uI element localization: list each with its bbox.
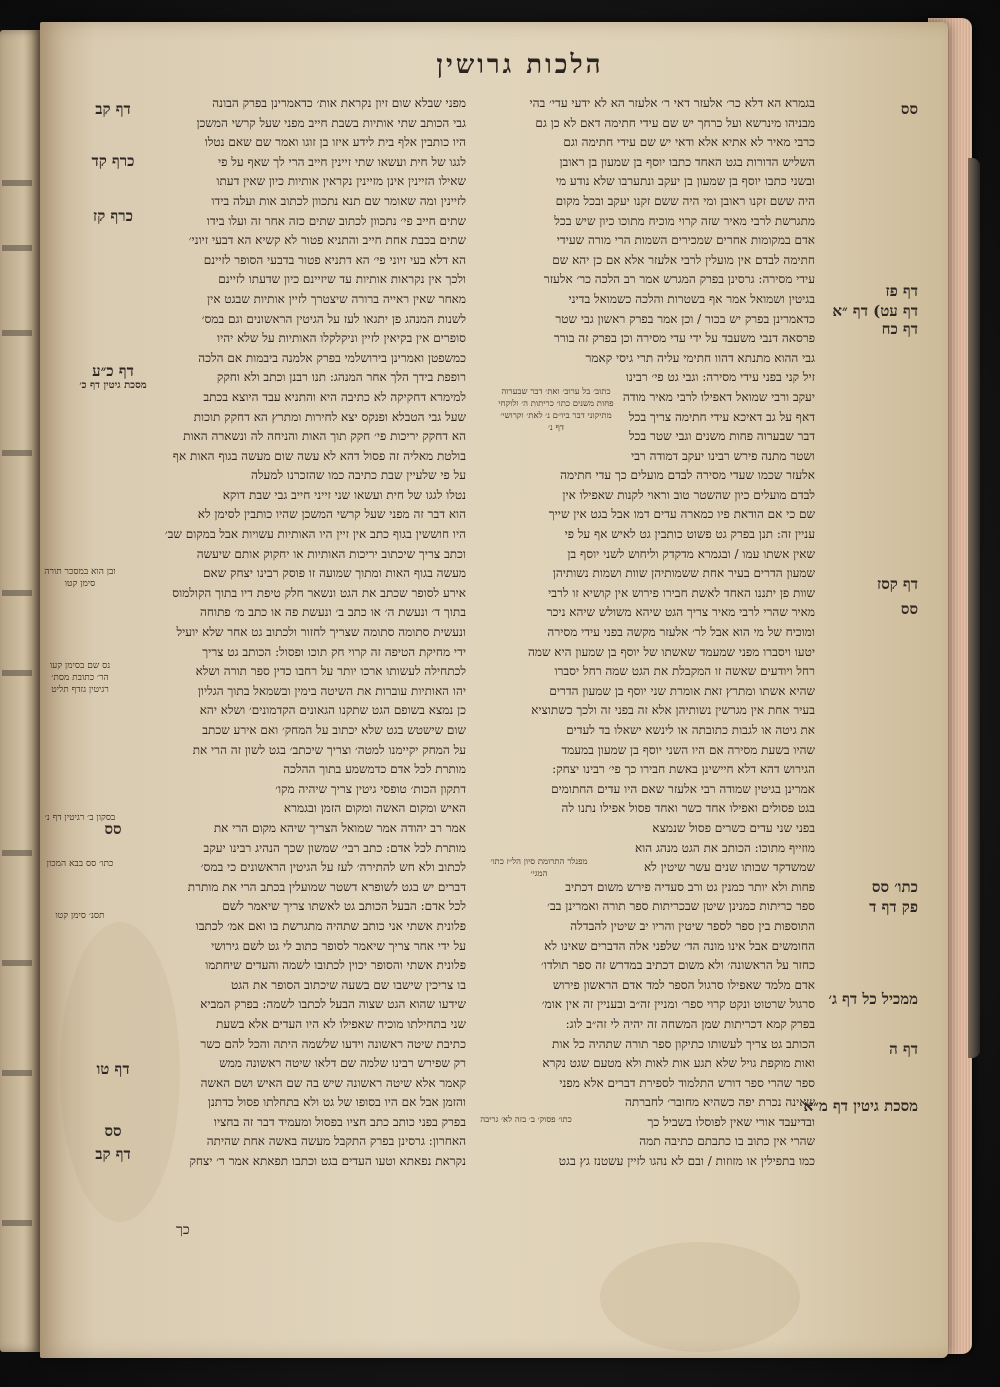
text-line: שני בתחילתו מוכיח שאפילו לא היו העדים אלא בשעת bbox=[216, 1016, 466, 1031]
margin-reference: דף עט) דף ״א bbox=[832, 302, 918, 320]
text-line: האיש ומקום האשה ומקום הזמן ובגמרא bbox=[283, 801, 466, 816]
text-line: לכתוב ולא חש להתירה׳ לעז על הגיטין הראשונים כי במס׳ bbox=[200, 860, 466, 875]
text-line: כתיבת שיטה ראשונה וידעו שלשמה היתה והכל להם כשר bbox=[200, 1036, 466, 1051]
text-line: כמשפטן ואמרינן בירושלמי בפרק אלמנה ביבמות אם הלכה bbox=[198, 350, 466, 365]
text-line: לכל אדם: הבעל הכותב גט לאשתו צריך שיאמר לשם bbox=[222, 899, 466, 914]
running-head: הלכות גרושין bbox=[436, 50, 604, 80]
text-line: ואות מוקפת גויל שלא תגע אות לאות ולא מטעם שגט נקרא bbox=[542, 1056, 815, 1071]
text-line: שמעון הדרים בעיר אחת ששמותיהן שוות ושמות נשותיהן bbox=[552, 566, 815, 581]
text-line: רחל ויודעים שאשה זו המקבלת את הגט שמה רחל יסברו bbox=[554, 664, 815, 679]
text-line: והזמן אבל אם היו בסופו של גט ולא בתחלתו פסול כדתנן bbox=[207, 1095, 466, 1110]
text-line: שוות פן יתננו האחד לאשת חבירו פירוש אין קושיא זו לרבי bbox=[548, 585, 815, 600]
text-line: כרבי מאיר לא אתיא אלא ודאי יש שם עידי חתימה וגם bbox=[563, 135, 815, 150]
margin-reference: דף כ״ע bbox=[92, 362, 134, 380]
text-line: היה ששם זקנו ראובן ומי היה ששם זקנו יעקב ובכל מקום bbox=[555, 193, 815, 208]
text-line: חתימה לבדם אין מועלין לרבי אלעזר אלא אם כן יהא שם bbox=[552, 252, 815, 267]
margin-note: ובן הוא במסכר תורה סימן קטו bbox=[44, 567, 116, 589]
text-line: בפני שני עדים כשרים פסול שנמצא bbox=[652, 820, 815, 835]
text-line: כחזר על הראשונה׳ ולא משום דכתיב במדרש זה ספר תולדו׳ bbox=[541, 958, 815, 973]
text-line: לזיינין ומה שאומר שם תנא נתכוון לכתוב אות ועלה בידו bbox=[211, 193, 466, 208]
text-line: שהיו בשעת מסירה אם היו השני יוסף בן שמעון במעמד bbox=[561, 742, 815, 757]
text-line: וכתב צריך שיכתוב יריכות האותיות או יחקוק אותם שיעשה bbox=[196, 546, 466, 561]
text-line: ולכך אין נקראות אותיות עד שיזיינם כיון שדעתו לזיינם bbox=[218, 272, 466, 287]
text-line: נקראת נפאתא וטעו העדים בגט וכתבו תפאתא אמר ר׳ יצחק bbox=[189, 1154, 466, 1169]
text-line: שאין אשתו עמו / ובגמרא מדקדק וליחוש לשני יוסף בן bbox=[567, 546, 815, 561]
text-line: בגיטין ושמואל אמר אף בשטרות והלכה כשמואל בדיני bbox=[568, 291, 815, 306]
text-line: אלעזר שכמו שעדי מסירה לבדם מועלים כך עדי חתימה bbox=[560, 468, 815, 483]
text-line: שהרי אין כתוב בו כתבתם כתיבה תמה bbox=[639, 1134, 815, 1149]
text-line: יהו האותיות עוברות את השיטה בימין ובשמאל בתוך הגליון bbox=[197, 683, 466, 698]
text-line: בגמרא הא דלא כר׳ אלעזר דאי ר׳ אלעזר הא לא ידעי עדי׳ בהי bbox=[529, 96, 815, 110]
text-line: כדאמרינן בפרק יש בכור / וכן אמר בפרק ראשון גבי שטר bbox=[555, 311, 815, 326]
text-line: על המחק יקיימנו למטה׳ וצריך שיכתב׳ בגט לשון זה הרי את bbox=[192, 742, 466, 757]
text-line: לשנות המנהג פן יתגאו לעז על הגיטין הראשונים וגם במס׳ bbox=[201, 311, 466, 326]
text-line: למימרא דחקיקה לא כתיבה היא והתניא עבד היוצא בכתב bbox=[203, 389, 466, 404]
text-line: לכתחילה לעשותו ארכו יותר על רחבו כדין ספר תורה ושלא bbox=[195, 664, 466, 679]
text-line: היו כותבין אלף בית לידע איזו בן זוגו ואמר שם שאם נטלו bbox=[204, 135, 466, 150]
text-line: מאיר שהרי לרבי מאיר צריך הגט שיהא משולש שיהא ניכר bbox=[546, 605, 815, 620]
margin-reference: פק דף ד bbox=[869, 898, 918, 916]
text-line: הוא דבר זה מפני שעל קרשי המשכן שהיו כותבין לסימן לא bbox=[197, 507, 466, 522]
margin-reference: כתו׳ סס bbox=[871, 878, 918, 896]
margin-note: בסקון ב׳ רגיטין דף נ׳ bbox=[44, 813, 116, 823]
text-line: מאחר שאין ראייה ברורה שיצטרך לזיין אותיות שבגט אין bbox=[207, 291, 466, 306]
text-line: דברים יש בגט לשופרא דשטר שמועלין בכתב הרי את מותרת bbox=[187, 879, 466, 894]
text-line: פלונית אשתי אני כותב שתהיה מתגרשת בו ואם אמ׳ לכתבו bbox=[195, 918, 466, 933]
margin-note: נס שם בסימן קעו הר׳ כתובת מסת׳ רגיטין גזדף תליט bbox=[49, 661, 111, 695]
text-line: בגט פסולים ואפילו אחד כשר ואחד פסול אפילו נתנו לה bbox=[561, 801, 815, 816]
text-line: כן נמצא בשופם הגט שתקנו הגאונים הקדמונים׳ ושלא יהא bbox=[199, 703, 466, 718]
text-line: לבדם מועלים כיון שהשטר טוב וראוי לקנות שאפילו אין bbox=[562, 487, 815, 502]
text-line: מוזייף מתוכו: הכותב את הגט מנהג הוא bbox=[634, 840, 815, 855]
text-line: סופרים אין בקיאין לזיין וניקלקלו האותיות על שלא יהיו bbox=[217, 331, 466, 346]
text-line: אמר רב יהודה אמר שמואל הצריך שיהא מקום הרי את bbox=[213, 820, 466, 835]
text-line: שם כי אם הודאת פיו כמארה עדים דמו אבל בגט אין שייך bbox=[548, 507, 815, 522]
text-line: ידי מחיקת הטיפה זה קרוי חק תוכו ופסול: הכותב גט צריך bbox=[202, 644, 466, 659]
margin-reference: סס bbox=[900, 600, 918, 618]
margin-reference: כרף קד bbox=[91, 152, 135, 170]
text-line: מבניהו מינרשא ועל כרחך יש שם עידי חתימה דאם לא כן גם bbox=[535, 115, 815, 130]
text-line: ומוכיח של מי הוא אבל לר׳ אלעזר מקשה בפני עידי מסירה bbox=[547, 625, 815, 640]
text-line: יטעו ויסברו מפני שמעמד שאשתו של יוסף בן שמעון היא שמה bbox=[527, 644, 815, 659]
text-line: ובדיעבד אורי שאין לפוסלו בשביל כך bbox=[647, 1114, 815, 1129]
text-line: ושטר מתנה פירש רבינו יעקב דמודה רבי bbox=[630, 448, 815, 463]
margin-reference: דף קב bbox=[95, 1145, 131, 1163]
text-line: דאף על גב דאיכא עידי חתימה צריך בכל bbox=[628, 409, 815, 424]
margin-reference: סס bbox=[104, 1122, 122, 1140]
left-text-column bbox=[82, 94, 466, 1194]
text-line: שאילו הזיינין אינן מזיינין נקראין אותיות כיון שאין דעתו bbox=[216, 174, 466, 189]
text-line: מותרת לכל אדם: כתב רבי׳ שמשון שכך הנהיג רבינו יעקב bbox=[203, 840, 466, 855]
text-line: עניין זה: תנן בפרק גט פשוט כותבין גט לאיש אף על פי bbox=[564, 527, 815, 542]
inset-note: כתוב׳ בל ערוב׳ ואת׳ דבר שבערוה פחות משנים כתו׳ כריתות ה׳ ולוקחי מתיקוני דבר ביו״ם נ׳ לאת׳ וקרושי׳ דף נ׳ bbox=[498, 387, 614, 433]
text-line: השליש הדורות בגט האחד כתבו יוסף בן שמעון בן ראובן bbox=[559, 154, 815, 169]
text-line: שתים בכבת אחת חייב והתניא פטור לא קשיא הא דבעי זיוני׳ bbox=[188, 233, 466, 248]
margin-reference: מסכת גיטין דף מ״א bbox=[803, 1097, 918, 1115]
text-line: יעקב ורבי שמואל דאפילו לרבי מאיר מודה bbox=[622, 389, 815, 404]
text-line: אירע לסופר שכתב את הגט ונשאר חלק טיפת דיו בתוך הקולמוס bbox=[172, 585, 466, 600]
text-line: פחות ולא יותר כמנין גט ורב סעדיה פירש משום דכתיב bbox=[565, 879, 815, 894]
text-line: מתגרשת לרבי מאיר שזה קרוי מוכיח מתוכו כיון שיש בכל bbox=[554, 213, 815, 228]
text-line: מפני שבלא שום זיון נקראת אות׳ כדאמרינן בפרק הבונה bbox=[212, 96, 466, 110]
text-line: שידעו שהוא הגט שצוה הבעל לכתבו לשמה: בפרק המביא bbox=[200, 997, 466, 1012]
text-line: מעשה בגוף האות ומתוך שמועה זו פוסק רבינו יצחק שאם bbox=[203, 566, 466, 581]
text-line: זיל קני בפני עידי מסירה: וגבי גט פי׳ רבינו bbox=[625, 370, 815, 385]
text-line: דתקון הכות׳ טופסי גיטין צריך שיהיה מקו׳ bbox=[275, 781, 466, 796]
text-line: פלונית אשתי והסופר יכוין לכתובו לשמה והעדים שיחתמו bbox=[205, 958, 466, 973]
text-line: ספר כריתות כמנינן שיטן שבכריתות ספר תורה ואמרינן בב׳ bbox=[547, 899, 815, 914]
text-line: לגגו של חית ועשאו שתי זיינין חייב הרי לך שאף על פי bbox=[218, 154, 466, 169]
text-line: היו חוששין בגוף כתב אין זיין היו האותיות עשויות אבל במקום שב׳ bbox=[164, 527, 466, 542]
text-line: בתוך ד׳ ונעשת ה׳ או כתב ב׳ ונעשת פה או כתב מ׳ פתוחה bbox=[200, 605, 466, 620]
text-line: אדם מלמד שאפילו סרגול הספר למד אדם הראשון פירוש bbox=[552, 977, 815, 992]
text-line: הא דלא בעי זיוני פי׳ הא דתניא פטור בדבעי הסופר לזיינם bbox=[203, 252, 466, 267]
stain bbox=[600, 1242, 800, 1352]
text-line: הא דחקק יריכות פי׳ חקק תוך האות והניחה לה ונשארה האות bbox=[183, 429, 466, 444]
text-line: שתים חייב פי׳ נתכוון לכתוב שתים כזה אחר זה ועלו בידו bbox=[206, 213, 466, 228]
text-line: בפרק קמא דכריתות שמן המשחה זה יהיה לי זה״ב לוג: bbox=[565, 1016, 815, 1031]
text-line: שום שישטש בגט שלא יכתוב על המחק׳ ואם אירע שכתב bbox=[202, 723, 466, 737]
text-line: רק שפירש רבינו שלמה שם דלאו שיטה ראשונה ממש bbox=[219, 1056, 466, 1071]
margin-reference: סס bbox=[104, 820, 122, 838]
facing-page-edge bbox=[0, 30, 42, 1352]
text-line: ובשני כתבו יוסף בן שמעון בן יעקב ונתערבו שלא נודע מי bbox=[555, 174, 815, 189]
text-line: שעל גבי הטבלא ופנקס יצא לחירות ומתרץ הא דחקק תוכות bbox=[193, 409, 466, 424]
text-line: ונעשית סתומה סתומה שצריך לחזור ולכתוב גט אחר שלא יועיל bbox=[176, 625, 466, 640]
text-line: החומשים אבל אינו מונה הד׳ שלפני אלה הדברים שאינו לא bbox=[544, 938, 815, 953]
text-line: האחרון: גרסינן בפרק התקבל מעשה באשה אחת שהיתה bbox=[206, 1134, 466, 1149]
text-line: סרגול שרטוט ונקט קרוי ספר׳ ומניין זה״ב ובעניין זה אין אומ׳ bbox=[541, 997, 815, 1012]
text-line: פרסאה דנבי משעבד על ידי עדי מסירה וכן בפרק זה בורר bbox=[553, 331, 815, 346]
text-line: בו צריכין שישבו שם בשעה שיכתוב הסופר את הגט bbox=[230, 977, 466, 992]
text-line: שאינה נכרת יפה כשהיא מחובר׳ לחברתה bbox=[625, 1095, 815, 1110]
margin-reference: ממכיל כל דף ג׳ bbox=[828, 990, 918, 1008]
text-line: הכותב גט צריך לעשותו כתיקון ספר תורה שתהיה כל אות bbox=[552, 1036, 815, 1051]
catchword: כך bbox=[176, 1222, 190, 1238]
text-line: ספר שהרי ספר דורש התלמוד לספירת דברים אלא מפני bbox=[559, 1075, 815, 1090]
text-line: נטלו לגגו של חית ועשאו שני זייני חייב גבי שבת דוקא bbox=[222, 487, 466, 502]
text-line: עידי מסירה: גרסינן בפרק המגרש אמר רב הלכה כר׳ אלעזר bbox=[543, 272, 815, 287]
text-line: קאמר אלא שיטה ראשונה שיש בה שם האיש ושם האשה bbox=[200, 1075, 466, 1090]
margin-note: כתו׳ סס בבא המכון bbox=[46, 859, 114, 869]
text-line: שהיא אשתו ומתרץ זאת אומרת שני יוסף בן שמעון הדרים bbox=[549, 683, 815, 698]
text-line: בולטת מאליה זה פסול דהא לא עשה שום מעשה בגוף האות אף bbox=[172, 448, 466, 463]
text-line: אדם במקומות אחרים שמכירים השמות הרי מורה שעידי bbox=[556, 233, 815, 248]
text-line: בפרק בפני כותב כתב חציו בפסול ומעמיד דבר זה בחציו bbox=[213, 1114, 466, 1129]
inset-note: כתו׳ פסוק׳ ב׳ בזה לא׳ גריבה bbox=[480, 1115, 572, 1125]
margin-reference: דף טו bbox=[96, 1060, 130, 1078]
text-line: מותרת לכל אדם כדמשמע בתוך ההלכה bbox=[283, 762, 466, 777]
text-line: בעיר אחת אין מגרשין נשותיהן אלא זה בפני זה ולכך כשתוציא bbox=[531, 703, 815, 718]
margin-reference: דף ה bbox=[889, 1040, 918, 1058]
margin-reference: דף קסז bbox=[877, 575, 918, 593]
text-line: על ידי אחר צריך שיאמר לסופר כתוב לי גט לשם גירושי bbox=[211, 938, 466, 953]
text-line: גבי הכותב שתי אותיות בשבת חייב מפני שעל קרשי המשכן bbox=[196, 115, 466, 130]
text-line: שמשדקד שבותו שנים עשר שיטין לא bbox=[643, 860, 815, 875]
margin-note: תסנ׳ סימן קטו bbox=[55, 911, 105, 921]
inset-note: מפנלר התרומת סיון הל״ז כתו׳ המגי׳ bbox=[490, 857, 588, 879]
text-line: התוספות בין ספר לספר שיטין והריו יב שיטין להבדלה bbox=[570, 918, 815, 933]
text-line: כמו בתפילין או מזוזות / ובם לא נהגו לזיין עשטנז גץ בגט bbox=[558, 1154, 815, 1169]
right-text-column bbox=[445, 94, 815, 1189]
text-line: את גיטה או לגבות כתובתה או לינשא ישאלו בד לעדים bbox=[566, 723, 815, 737]
margin-reference: מסכת גיטין דף כ׳ bbox=[79, 380, 147, 391]
margin-reference: סס bbox=[900, 100, 918, 118]
margin-reference: דף פז bbox=[885, 282, 918, 300]
text-line: הגירוש דהא דלא חיישינן באשת חבירו כך פי׳ רבינו יצחק: bbox=[552, 762, 815, 777]
margin-reference: דף כח bbox=[881, 320, 918, 338]
text-line: דבר שבערוה פחות משנים וגבי שטר בכל bbox=[628, 429, 815, 444]
text-line: גבי ההוא מתנתא דהוו חתימי עליה תרי גיסי קאמר bbox=[585, 350, 815, 365]
text-line: אמרינן בגיטין שמודה רבי אלעזר שאם היו עדים החתומים bbox=[551, 781, 815, 796]
margin-reference: כרף קז bbox=[93, 207, 133, 225]
text-line: על פי שלעיין שבת כתיבה כמו שהזכרנו למעלה bbox=[251, 468, 466, 483]
text-line: רופפת בידך הלך אחר המנהג: תנו רבנן וכתב ולא וחקק bbox=[216, 370, 466, 385]
margin-reference: דף קב bbox=[95, 100, 131, 118]
